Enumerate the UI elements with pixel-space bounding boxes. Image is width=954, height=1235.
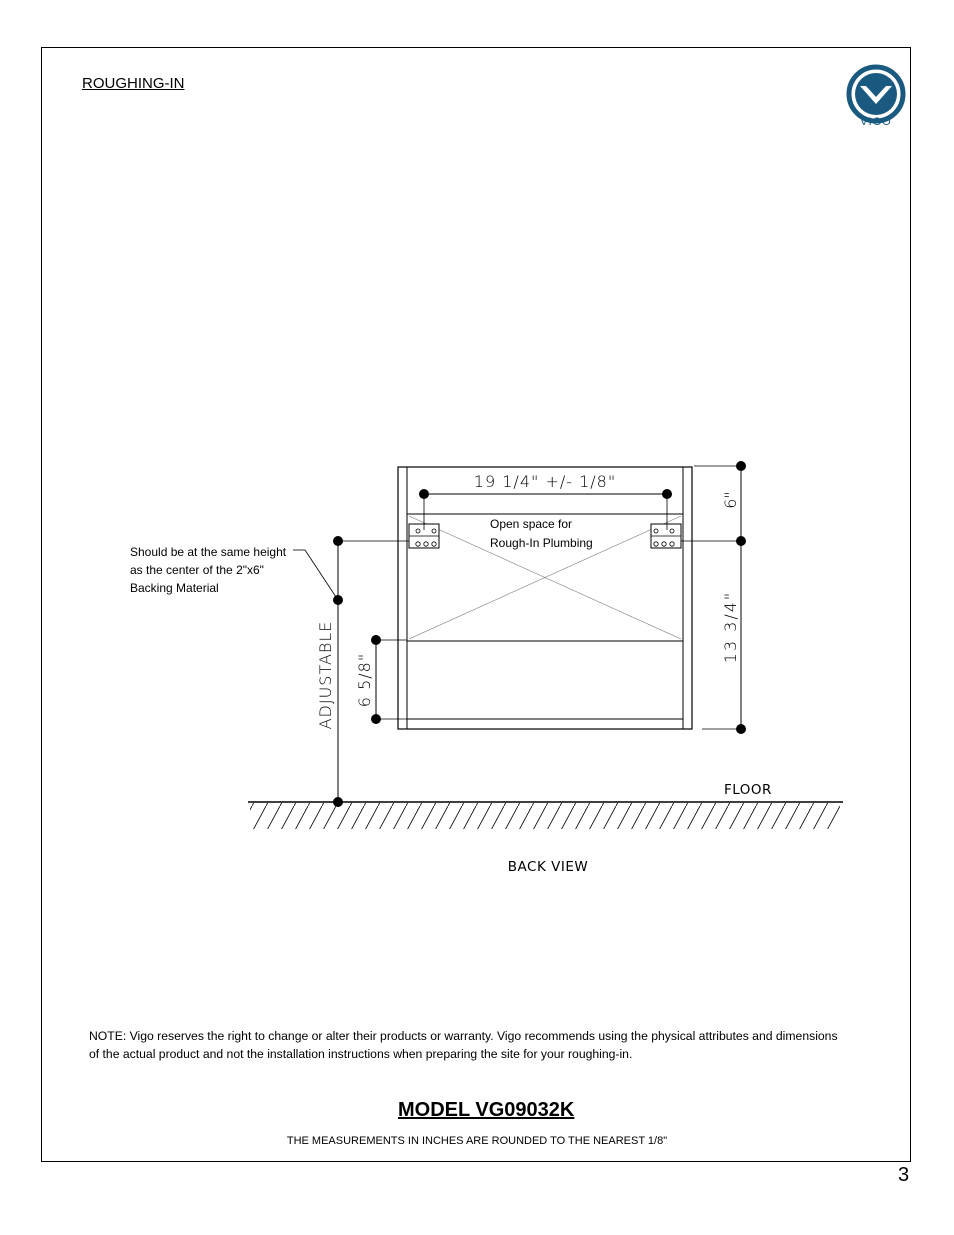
section-title: ROUGHING-IN (82, 75, 185, 92)
small-dimension-label: 6 5/8" (355, 652, 374, 708)
floor-label: FLOOR (724, 782, 772, 798)
note-line1: NOTE: Vigo reserves the right to change or alter their products or warranty. Vigo recommends using the physical attributes and dimensions (89, 1029, 838, 1043)
model-title: MODEL VG09032K (398, 1099, 575, 1121)
width-dimension-label: 19 1/4" +/- 1/8" (473, 472, 617, 491)
disclaimer-note (89, 1027, 879, 1063)
floor (248, 802, 843, 829)
small-dimension-line (371, 635, 407, 724)
measurement-note: THE MEASUREMENTS IN INCHES ARE ROUNDED TO THE NEAREST 1/8" (286, 1135, 668, 1147)
right-dimension-label: 13 3/4" (721, 590, 740, 664)
open-space-label-line2: Rough-In Plumbing (490, 536, 593, 550)
callout-line2: as the center of the 2"x6" (130, 563, 264, 577)
adjustable-label: ADJUSTABLE (316, 620, 335, 730)
open-space-cross (409, 516, 681, 639)
cabinet-outline (398, 467, 692, 729)
callout-line3: Backing Material (130, 581, 219, 595)
page-number: 3 (898, 1164, 910, 1186)
open-space-label-line1: Open space for (490, 517, 573, 531)
top-dimension-label: 6" (721, 491, 740, 509)
right-bracket-icon (651, 524, 681, 548)
callout-leader (293, 550, 338, 600)
callout-line1: Should be at the same height (130, 545, 287, 559)
note-line2: of the actual product and not the installation instructions when preparing the site for your roughing-in. (89, 1047, 633, 1061)
logo-text: VIGO (860, 116, 892, 128)
view-label: BACK VIEW (507, 859, 589, 875)
